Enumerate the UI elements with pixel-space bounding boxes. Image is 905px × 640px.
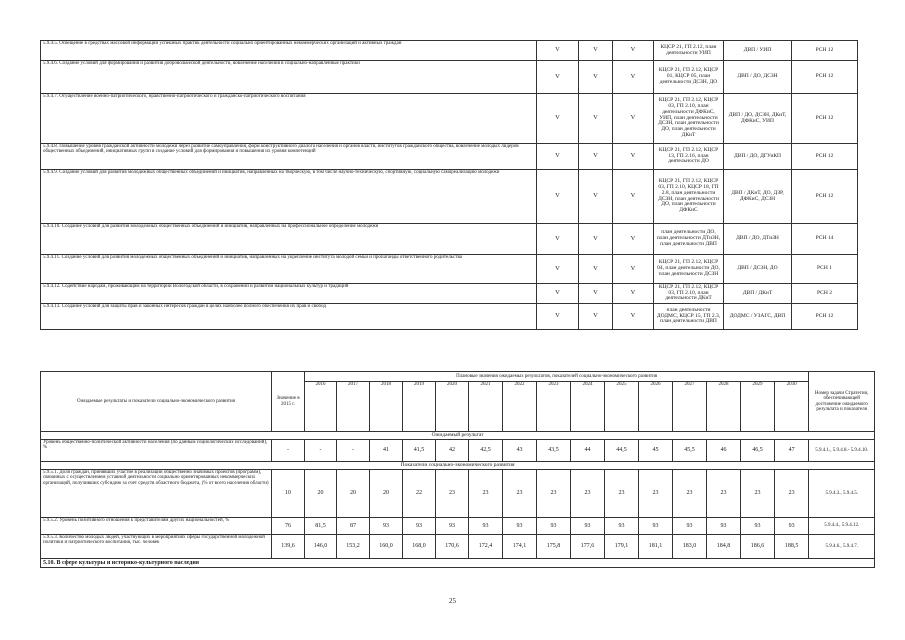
indicator-value: 146,0 xyxy=(305,535,337,559)
mark-period-1: V xyxy=(537,144,579,170)
mark-period-3: V xyxy=(613,284,654,304)
year-header: 2027 xyxy=(673,382,707,432)
measure-row xyxy=(41,224,858,255)
measure-basis: КЦСР 21, ГП 2.12, КЦСР 03, ГП 2.10, КЦСР 18, ГП 2.8, план деятельности ДСЗН, план деятельности ДО, план деятельности ДФКиС xyxy=(654,170,724,224)
indicator-base-value: 10 xyxy=(272,470,305,518)
indicator-value: 20 xyxy=(370,470,403,518)
measure-executor: ДВП / УИП xyxy=(724,41,792,61)
indicator-label: Уровень общественно-политической активности населения (по данным социологических исследований), % xyxy=(41,440,272,462)
indicator-value: 47 xyxy=(775,440,809,462)
indicator-value: 93 xyxy=(639,518,673,535)
year-header: 2029 xyxy=(741,382,775,432)
planned-values-header: Плановые значения ожидаемых результатов, показателей социально-экономического развития xyxy=(305,372,809,382)
measure-text: 5.9.4.13. Создание условий для защиты прав и законных интересов граждан в целях наиболее полного обеспечения их прав и свобод xyxy=(41,304,537,330)
mark-period-1: V xyxy=(537,224,579,255)
measure-row xyxy=(41,170,858,224)
indicator-value: 23 xyxy=(707,470,741,518)
indicator-value: 93 xyxy=(469,518,503,535)
mark-period-3: V xyxy=(613,41,654,61)
measure-basis: план деятельности ДОДМС, КЦСР 15, ГП 2.3, план деятельности ДВП xyxy=(654,304,724,330)
measure-executor: ДОДМС / УЗАГС, ДВП xyxy=(724,304,792,330)
indicator-value: 20 xyxy=(305,470,337,518)
indicator-value: 42,5 xyxy=(469,440,503,462)
mark-period-1: V xyxy=(537,94,579,144)
mark-period-1: V xyxy=(537,41,579,61)
year-header: 2020 xyxy=(436,382,469,432)
section-footer: 5.10. В сфере культуры и историко-культурного наследия xyxy=(41,559,875,568)
measure-executor: ДВП / ДО, ДСЗН, ДКиТ, ДФКиС, УИП xyxy=(724,94,792,144)
measure-basis: план деятельности ДО, план деятельности ДТиЗН, план деятельности ДВП xyxy=(654,224,724,255)
indicator-value: 22 xyxy=(403,470,436,518)
measure-executor: ДВП / ДКиТ xyxy=(724,284,792,304)
measure-basis: КЦСР 21, ГП 2.12, КЦСР 01, КЦСР 05, план деятельности ДСЗН, ДО xyxy=(654,61,724,94)
measure-rsn: РСН 12 xyxy=(792,41,858,61)
indicator-row xyxy=(41,440,875,462)
indicator-value: 20 xyxy=(337,470,370,518)
measure-rsn: РСН 12 xyxy=(792,144,858,170)
indicator-value: 168,0 xyxy=(403,535,436,559)
indicator-value: 23 xyxy=(775,470,809,518)
indicator-value: 172,4 xyxy=(469,535,503,559)
measure-executor: ДВП / ДО, ДГУиКП xyxy=(724,144,792,170)
measure-basis: КЦСР 21, ГП 2.12, КЦСР 13, ГП 2.16, план деятельности ДО xyxy=(654,144,724,170)
indicator-value: - xyxy=(337,440,370,462)
mark-period-2: V xyxy=(579,41,613,61)
page-number: 25 xyxy=(449,597,456,605)
measure-executor: ДВП / ДСЗН, ДО xyxy=(724,255,792,284)
indicator-value: 184,8 xyxy=(707,535,741,559)
indicator-base-value: 139,6 xyxy=(272,535,305,559)
indicator-value: 45,5 xyxy=(673,440,707,462)
year-header: 2017 xyxy=(337,382,370,432)
year-header: 2026 xyxy=(639,382,673,432)
indicator-value: 93 xyxy=(537,518,571,535)
indicator-value: 93 xyxy=(370,518,403,535)
year-header: 2028 xyxy=(707,382,741,432)
measure-rsn: РСН 12 xyxy=(792,94,858,144)
mark-period-2: V xyxy=(579,94,613,144)
indicator-value: 81,5 xyxy=(305,518,337,535)
measure-row xyxy=(41,61,858,94)
indicator-value: 93 xyxy=(707,518,741,535)
mark-period-1: V xyxy=(537,304,579,330)
indicator-value: 43 xyxy=(503,440,537,462)
measure-text: 5.9.4.7. Осуществление военно-патриотического, нравственно-патриотического и гражданско-патриотического воспитания xyxy=(41,94,537,144)
indicator-value: 44,5 xyxy=(605,440,639,462)
indicator-value: 170,6 xyxy=(436,535,469,559)
year-header: 2025 xyxy=(605,382,639,432)
year-header: 2016 xyxy=(305,382,337,432)
measure-row xyxy=(41,144,858,170)
indicator-value: 23 xyxy=(436,470,469,518)
mark-period-1: V xyxy=(537,170,579,224)
measure-rsn: РСН 12 xyxy=(792,61,858,94)
indicator-value: 41 xyxy=(370,440,403,462)
measure-text: 5.9.4.5. Освещение в средствах массовой информации успешных практик деятельности социально ориентированных некоммерческих организаций и активных граждан xyxy=(41,41,537,61)
indicator-value: 177,6 xyxy=(571,535,605,559)
section-expected-result: Ожидаемый результат xyxy=(41,432,875,440)
mark-period-2: V xyxy=(579,304,613,330)
indicator-value: 41,5 xyxy=(403,440,436,462)
indicators-table xyxy=(40,371,875,568)
indicator-value: 153,2 xyxy=(337,535,370,559)
indicator-value: 93 xyxy=(503,518,537,535)
mark-period-1: V xyxy=(537,284,579,304)
mark-period-2: V xyxy=(579,61,613,94)
indicator-row xyxy=(41,470,875,518)
indicator-row xyxy=(41,518,875,535)
measure-rsn: РСН 2 xyxy=(792,284,858,304)
year-header: 2021 xyxy=(469,382,503,432)
indicator-value: 46,5 xyxy=(741,440,775,462)
measure-rsn: РСН 1 xyxy=(792,255,858,284)
measure-text: 5.9.4.10. Создание условий для развития молодежных общественных объединений и инициатив, направленных на профессиональное определение молодежи xyxy=(41,224,537,255)
measure-rsn: РСН 14 xyxy=(792,224,858,255)
mark-period-2: V xyxy=(579,284,613,304)
indicator-value: 188,5 xyxy=(775,535,809,559)
measure-text: 5.9.4.8. Повышение уровня гражданской активности молодежи через развитие самоуправления, форм конструктивного диалога населения и органов власти, институтов гражданского общества, вовлечение молодых лидеров общественных объединений, инициативных групп в создание условий для формирования и повышения их уровня компетенций xyxy=(41,144,537,170)
indicator-task: 5.9.4.1., 5.9.4.8.- 5.9.4.10. xyxy=(809,440,875,462)
indicator-task: 5.9.4.4., 5.9.4.12. xyxy=(809,518,875,535)
indicator-value: 93 xyxy=(605,518,639,535)
year-header: 2019 xyxy=(403,382,436,432)
indicator-value: 43,5 xyxy=(537,440,571,462)
measure-row xyxy=(41,304,858,330)
indicator-value: - xyxy=(305,440,337,462)
indicator-task: 5.9.4.6., 5.9.4.7. xyxy=(809,535,875,559)
mark-period-2: V xyxy=(579,170,613,224)
indicator-value: 93 xyxy=(673,518,707,535)
indicator-label: 5.9.5.1. Доля граждан, принявших участие в реализации общественно значимых проектов (программ), связанных с осуществлением уставной деятельности социально ориентированных некоммерческих организаций, получивших субсидию за счет средств областного бюджета, (% от всего населения области) xyxy=(41,470,272,518)
indicator-value: 23 xyxy=(639,470,673,518)
task-number-header: Номер задачи Стратегии, обеспечивающей достижение ожидаемого результата и показателя xyxy=(809,372,875,432)
indicator-label: 5.9.5.2. Уровень позитивного отношения к представителям других национальностей, % xyxy=(41,518,272,535)
measure-row xyxy=(41,255,858,284)
indicator-value: 183,0 xyxy=(673,535,707,559)
indicator-value: 23 xyxy=(571,470,605,518)
indicator-base-value: 76 xyxy=(272,518,305,535)
measure-text: 5.9.4.9. Создание условий для развития молодежных общественных объединений и инициатив, направленных на творческую, в том числе научно-техническую, спортивную, социальную самореализацию молодежи xyxy=(41,170,537,224)
measure-basis: КЦСР 21, ГП 2.12, КЦСР 04, план деятельности ДО, план деятельности ДСЗН xyxy=(654,255,724,284)
mark-period-2: V xyxy=(579,255,613,284)
measure-basis: КЦСР 21, ГП 2.12, КЦСР 03, ГП 2.10, план деятельности ДФКиС, УИП, план деятельности ДСЗН, план деятельности ДО, план деятельности ДКиТ xyxy=(654,94,724,144)
mark-period-3: V xyxy=(613,94,654,144)
indicator-value: 93 xyxy=(403,518,436,535)
indicator-value: 42 xyxy=(436,440,469,462)
mark-period-3: V xyxy=(613,170,654,224)
measure-rsn: РСН 12 xyxy=(792,170,858,224)
mark-period-3: V xyxy=(613,61,654,94)
indicator-value: 23 xyxy=(605,470,639,518)
mark-period-1: V xyxy=(537,61,579,94)
section-indicators: Показатели социально-экономического развития xyxy=(41,462,875,470)
measure-row xyxy=(41,94,858,144)
indicator-value: 87 xyxy=(337,518,370,535)
base-year-label: Значение в 2015 г. xyxy=(276,396,300,407)
indicator-value: 23 xyxy=(537,470,571,518)
indicator-value: 45 xyxy=(639,440,673,462)
mark-period-3: V xyxy=(613,144,654,170)
measure-text: 5.9.4.11. Создание условий для развития молодежных общественных объединений и инициатив, направленных на укрепление института молодой семьи и пропаганды ответственного родительства xyxy=(41,255,537,284)
indicator-value: 23 xyxy=(673,470,707,518)
measure-row xyxy=(41,41,858,61)
mark-period-3: V xyxy=(613,224,654,255)
indicator-value: 93 xyxy=(741,518,775,535)
indicator-base-value: - xyxy=(272,440,305,462)
indicator-value: 23 xyxy=(741,470,775,518)
results-header: Ожидаемые результаты и показатели социально-экономического развития xyxy=(41,372,272,432)
indicator-row xyxy=(41,535,875,559)
indicator-value: 179,1 xyxy=(605,535,639,559)
year-header: 2030 xyxy=(775,382,809,432)
indicator-value: 93 xyxy=(436,518,469,535)
indicator-value: 23 xyxy=(469,470,503,518)
base-year-header xyxy=(272,372,305,432)
mark-period-1: V xyxy=(537,255,579,284)
indicator-value: 174,1 xyxy=(503,535,537,559)
indicator-value: 175,8 xyxy=(537,535,571,559)
measure-executor: ДВП / ДО, ДСЗН xyxy=(724,61,792,94)
measure-rsn: РСН 12 xyxy=(792,304,858,330)
measure-text: 5.9.4.6. Создание условий для формирования и развития добровольческой деятельности, вовлечение населения в социально-направленные практики xyxy=(41,61,537,94)
indicator-value: 93 xyxy=(775,518,809,535)
measure-basis: КЦСР 21, ГП 2.12, КЦСР 03, ГП 2.10, план деятельности ДКиТ xyxy=(654,284,724,304)
indicator-value: 23 xyxy=(503,470,537,518)
mark-period-3: V xyxy=(613,304,654,330)
measure-row xyxy=(41,284,858,304)
indicator-value: 46 xyxy=(707,440,741,462)
year-header: 2024 xyxy=(571,382,605,432)
indicator-value: 181,1 xyxy=(639,535,673,559)
measures-table xyxy=(40,40,858,330)
indicator-value: 93 xyxy=(571,518,605,535)
indicator-value: 44 xyxy=(571,440,605,462)
indicator-label: 5.9.5.3. Количество молодых людей, участвующих в мероприятиях сферы государственной молодежной политики и патриотического воспитания, тыс. человек xyxy=(41,535,272,559)
year-header: 2022 xyxy=(503,382,537,432)
indicator-value: 186,6 xyxy=(741,535,775,559)
mark-period-2: V xyxy=(579,144,613,170)
mark-period-2: V xyxy=(579,224,613,255)
measure-executor: ДВП / ДКиТ, ДО, ДЗР, ДФКиС, ДСЗН xyxy=(724,170,792,224)
measure-basis: КЦСР 21, ГП 2.12, план деятельности УИП xyxy=(654,41,724,61)
year-header: 2023 xyxy=(537,382,571,432)
indicator-value: 160,0 xyxy=(370,535,403,559)
year-header: 2018 xyxy=(370,382,403,432)
mark-period-3: V xyxy=(613,255,654,284)
measure-executor: ДВП / ДО, ДТиЗН xyxy=(724,224,792,255)
measure-text: 5.9.4.12. Содействие народам, проживающим на территории Вологодской области, в сохранении и развитии национальных культур и традиций xyxy=(41,284,537,304)
indicator-task: 5.9.4.3., 5.9.4.5. xyxy=(809,470,875,518)
